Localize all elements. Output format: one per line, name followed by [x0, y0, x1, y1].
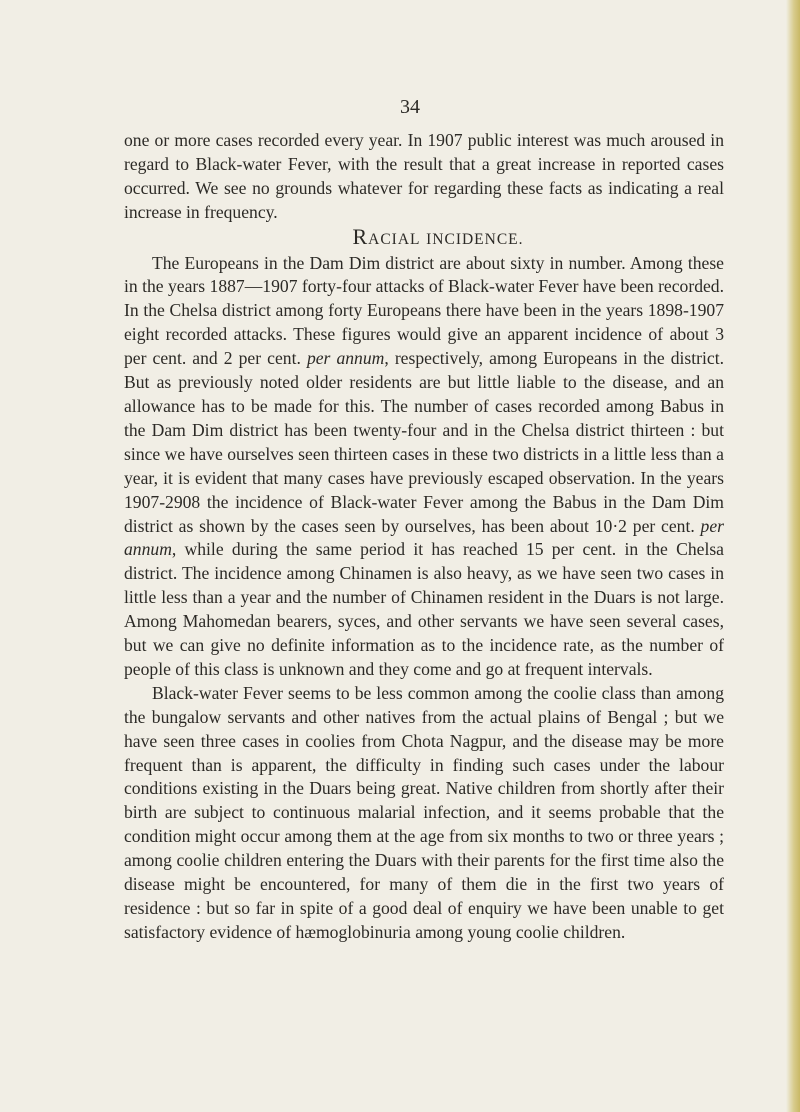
paragraph-coolies: Black-water Fever seems to be less common among the coolie class than among the bungalow servants and other natives from the actual plains of Bengal ; but we have seen three cases in coolies from Chota Nagpur, and the disease may be more frequent than is apparent, the difficulty in finding such cases under the labour conditions existing in the Duars being great. Native children from shortly after their birth are subject to continuous malarial infection, and it seems probable that the condition might occur among them at the age from six months to two or three years ; among coolie children entering the Duars with their parents for the first time also the disease might be encountered, for many of them die in the first two years of residence : but so far in spite of a good deal of enquiry we have been unable to get satisfactory evidence of hæmoglobinuria among young coolie children. [124, 682, 724, 942]
page-number: 34 [400, 96, 420, 118]
paragraph-europeans [124, 252, 724, 682]
heading-word-incidence: INCIDENCE. [426, 230, 524, 248]
heading-word-racial: ACIAL [368, 230, 421, 248]
page-edge-discoloration [786, 0, 800, 1112]
paragraph-europeans-part2: , respectively, among Europeans in the district. But as previously noted older residents are but little liable to the disease, and an allowance has to be made for this. The number of cases recorded among Babus in the Dam Dim district has been twenty-four and in the Chelsa district thirteen : but since we have ourselves seen thirteen cases in these two districts in a little less than a year, it is evident that many cases have previously escaped observation. In the years 1907-2908 the incidence of Black-water Fever among the Babus in the Dam Dim district as shown by the cases seen by ourselves, has been about 10·2 per cent. [124, 348, 724, 536]
intro-paragraph: one or more cases recorded every year. In 1907 public interest was much aroused in regard to Black-water Fever, with the result that a great increase in reported cases occurred. We see no grounds whatever for regarding these facts as indicating a real increase in frequency. [124, 130, 724, 222]
page-content [124, 129, 724, 945]
italic-per-annum-2: per annum [124, 515, 724, 560]
paragraph-europeans-part1: The Europeans in the Dam Dim district are about sixty in number. Among these in the years 1887—1907 forty-four attacks of Black-water Fever have been recorded. In the Chelsa district among forty Europeans there have been in the years 1898-1907 eight recorded attacks. These figures would give an apparent incidence of about 3 per cent. and 2 per cent. [124, 252, 724, 369]
section-heading [124, 225, 724, 252]
paragraph-europeans-part3: , while during the same period it has reached 15 per cent. in the Chelsa district. The incidence among Chinamen is also heavy, as we have seen two cases in little less than a year and the number of Chinamen resident in the Duars is not large. Among Mahomedan bearers, syces, and other servants we have seen several cases, but we can give no definite information as to the incidence rate, as the number of people of this class is unknown and they come and go at frequent intervals. [124, 539, 724, 679]
heading-initial: R [352, 223, 369, 249]
italic-per-annum-1: per annum [306, 348, 385, 369]
